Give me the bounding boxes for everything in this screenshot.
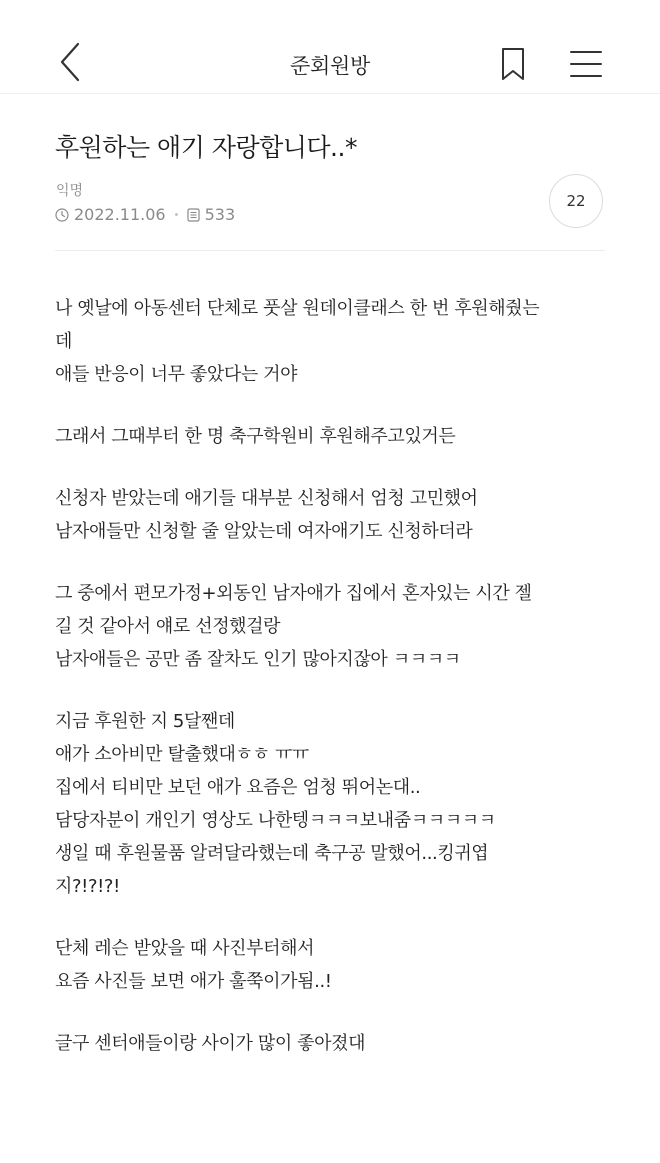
post-text-line: 단체 레슨 받았을 때 사진부터해서 [55, 938, 315, 959]
meta-separator [175, 213, 178, 216]
post-text-line: 길 것 같아서 얘로 선정했걸랑 [55, 616, 281, 637]
view-count: 533 [204, 205, 236, 224]
post-paragraph [55, 420, 615, 453]
post-paragraph [55, 577, 615, 676]
post-paragraph [55, 482, 615, 548]
post-meta [55, 205, 235, 224]
menu-button[interactable] [566, 44, 606, 84]
author-name: 익명 [56, 183, 84, 199]
post-paragraph [55, 932, 615, 998]
post-paragraph [55, 1027, 615, 1060]
post-text-line: 데 [55, 331, 72, 352]
post-text-line: 그래서 그때부터 한 명 축구학원비 후원해주고있거든 [55, 426, 456, 447]
post-text-line: 애가 소아비만 탈출했대ㅎㅎ ㅠㅠ [55, 744, 309, 765]
post-text-line: 글구 센터애들이랑 사이가 많이 좋아졌대 [55, 1033, 366, 1054]
post-text-line: 지금 후원한 지 5달짼데 [55, 711, 235, 732]
bookmark-button[interactable] [496, 44, 530, 84]
post-text-line: 남자애들은 공만 좀 잘차도 인기 많아지잖아 ㅋㅋㅋㅋ [55, 649, 461, 670]
comment-count-badge[interactable]: 22 [549, 174, 603, 228]
clock-icon [55, 208, 69, 222]
view-count-icon [187, 208, 200, 222]
post-text-line: 생일 때 후원물품 알려달라했는데 축구공 말했어...킹귀엽 [55, 843, 489, 864]
post-date: 2022.11.06 [74, 205, 166, 224]
post-text-line: 지?!?!?! [55, 876, 120, 897]
post-paragraph [55, 292, 615, 391]
post-title: 후원하는 애기 자랑합니다..* [55, 133, 357, 162]
post-text-line: 그 중에서 편모가정+외동인 남자애가 집에서 혼자있는 시간 젤 [55, 583, 532, 604]
top-navigation-bar [0, 0, 660, 94]
hamburger-menu-icon [566, 44, 606, 84]
post-text-line: 남자애들만 신청할 줄 알았는데 여자애기도 신청하더라 [55, 521, 473, 542]
post-text-line: 요즘 사진들 보면 애가 훌쭉이가됨..! [55, 971, 332, 992]
post-text-line: 집에서 티비만 보던 애가 요즘은 엄청 뛰어논대.. [55, 777, 421, 798]
post-text-line: 나 옛날에 아동센터 단체로 풋살 원데이클래스 한 번 후원해줬는 [55, 298, 540, 319]
post-text-line: 담당자분이 개인기 영상도 나한텡ㅋㅋㅋ보내줌ㅋㅋㅋㅋㅋ [55, 810, 496, 831]
bookmark-icon [496, 44, 530, 84]
post-body [55, 292, 615, 1089]
post-paragraph [55, 705, 615, 903]
post-text-line: 애들 반응이 너무 좋았다는 거야 [55, 364, 298, 385]
post-text-line: 신청자 받았는데 애기들 대부분 신청해서 엄청 고민했어 [55, 488, 478, 509]
header-divider [55, 250, 605, 251]
board-title: 준회원방 [290, 54, 370, 78]
